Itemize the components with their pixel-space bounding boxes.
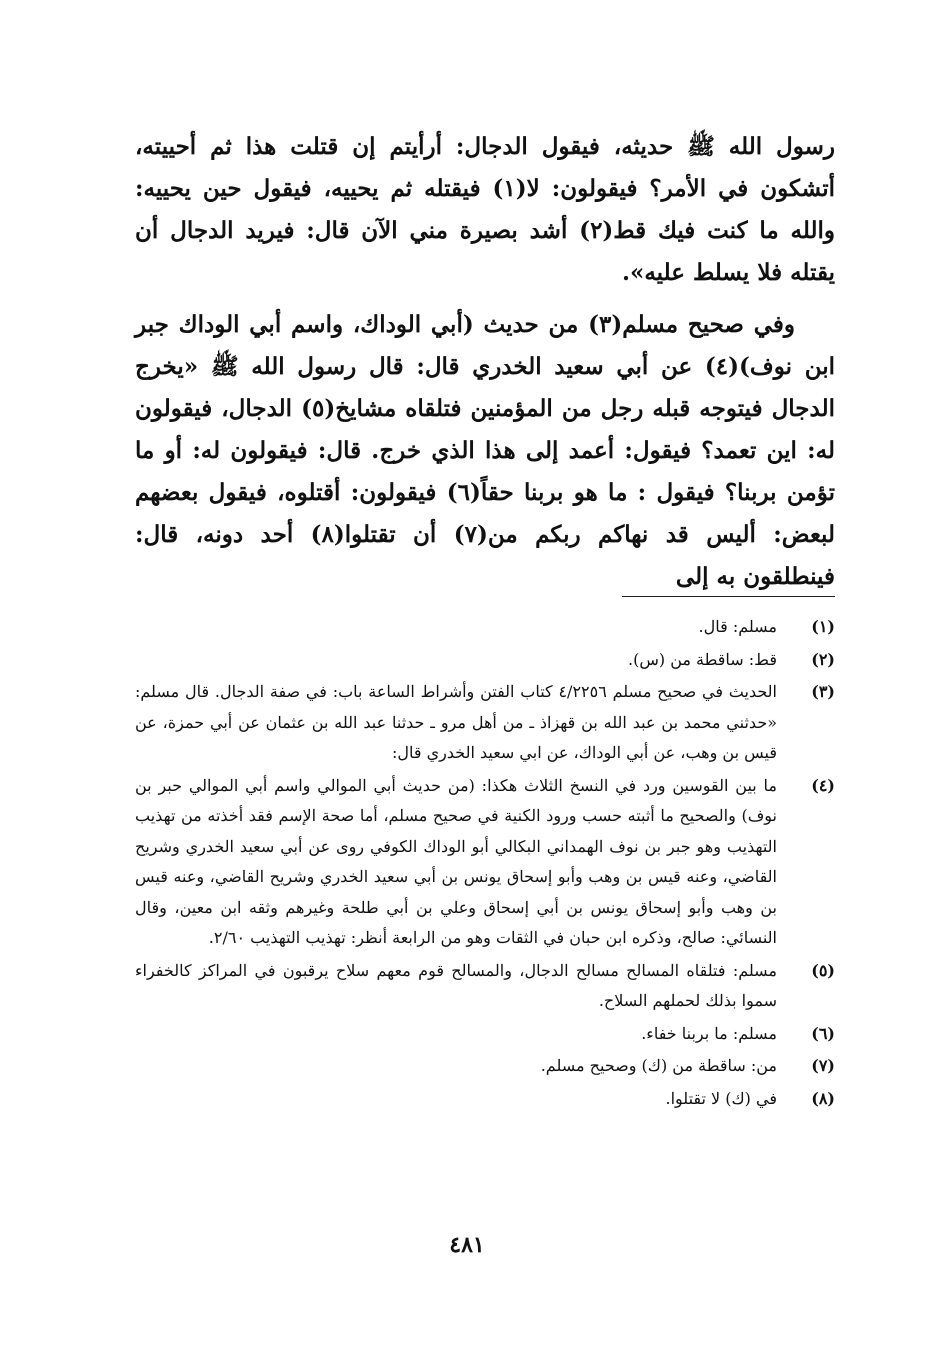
footnote-number: (٧) — [811, 1056, 835, 1075]
footnote-number: (٢) — [811, 649, 835, 669]
footnote-6 — [135, 1019, 835, 1050]
footnote-number: (٣) — [811, 682, 835, 701]
footnote-number: (٤) — [811, 775, 835, 795]
footnote-text: من: ساقطة من (ك) وصحيح مسلم. — [540, 1056, 777, 1075]
main-paragraph-2: وفي صحيح مسلم(٣) من حديث (أبي الوداك، واسم أبي الوداك جبر ابن نوف)(٤) عن أبي سعيد الخدري قال: قال رسول الله ﷺ «يخرج الدجال فيتوجه قبله رجل من المؤمنين فتلقاه مشايخ(٥) الدجال، فيقولون له: اين تعمد؟ فيقول: أعمد إلى هذا الذي خرج. قال: فيقولون له: أو ما تؤمن بربنا؟ فيقول : ما هو بربنا حقاً(٦) فيقولون: أقتلوه، فيقول بعضهم لبعض: أليس قد نهاكم ربكم من(٧) أن تقتلوا(٨) أحد دونه، قال: فينطلقون به إلى — [135, 311, 836, 590]
footnote-3 — [135, 677, 835, 769]
footnote-text: في (ك) لا تقتلوا. — [665, 1088, 777, 1108]
footnote-text: مسلم: ما بربنا خفاء. — [641, 1023, 777, 1043]
footnote-text: ما بين القوسين ورد في النسخ الثلاث هكذا: (من حديث أبي الموالي واسم أبي الموالي حبر بن نوف) والصحيح ما أثبته حسب ورود الكنية في صحيح مسلم، أما صحة الإسم فقد أخذته من تهذيب التهذيب وهو جبر بن نوف الهمداني البكالي أبو الوداك الكوفي روى عن أبي سعيد الخدري وشريح القاضي، وعنه قيس بن وهب وأبو إسحاق يونس بن أبي سعيد الخدري وشريح القاضي، وعنه قيس بن وهب وأبو إسحاق يونس بن أبي إسحاق وعلي بن أبي طلحة وغيرهم وثقه ابن معين، وقال النسائي: صالح، وذكره ابن حبان في الثقات وهو من الرابعة أنظر: تهذيب التهذيب ٢/٦٠. — [135, 775, 777, 947]
footnote-text: مسلم: قال. — [698, 617, 777, 636]
footnote-8 — [135, 1084, 835, 1115]
footnote-number: (٦) — [811, 1023, 835, 1043]
footnote-1 — [135, 612, 835, 643]
footnote-text: الحديث في صحيح مسلم ٤/٢٢٥٦ كتاب الفتن وأشراط الساعة باب: في صفة الدجال. قال مسلم: «حدثني محمد بن عبد الله بن قهزاذ ـ من أهل مرو ـ حدثنا عبد الله بن عثمان عن أبي حمزة، عن قيس بن وهب، عن أبي الوداك، عن ابي سعيد الخدري قال: — [135, 682, 778, 762]
main-text-block — [135, 126, 835, 598]
footnote-5 — [135, 956, 835, 1017]
footnote-text: قط: ساقطة من (س). — [628, 649, 777, 669]
footnote-4 — [135, 771, 835, 954]
footnote-divider — [622, 596, 835, 597]
footnote-2 — [135, 645, 835, 676]
footnote-number: (٥) — [811, 960, 835, 980]
footnote-7 — [135, 1051, 835, 1082]
main-paragraph-1: رسول الله ﷺ حديثه، فيقول الدجال: أرأيتم إن قتلت هذا ثم أحييته، أتشكون في الأمر؟ فيقولون: لا(١) فيقتله ثم يحييه، فيقول حين يحييه: والله ما كنت فيك قط(٢) أشد بصيرة مني الآن قال: فيريد الدجال أن يقتله فلا يسلط عليه». — [135, 133, 835, 286]
footnote-number: (١) — [811, 617, 835, 636]
page-number: ٤٨١ — [449, 1232, 485, 1258]
footnotes-block — [135, 612, 835, 1116]
footnote-number: (٨) — [811, 1088, 835, 1108]
footnote-text: مسلم: فتلقاه المسالح مسالح الدجال، والمسالح قوم معهم سلاح يرقبون في المراكز كالخفراء سموا بذلك لحملهم السلاح. — [135, 960, 777, 1010]
